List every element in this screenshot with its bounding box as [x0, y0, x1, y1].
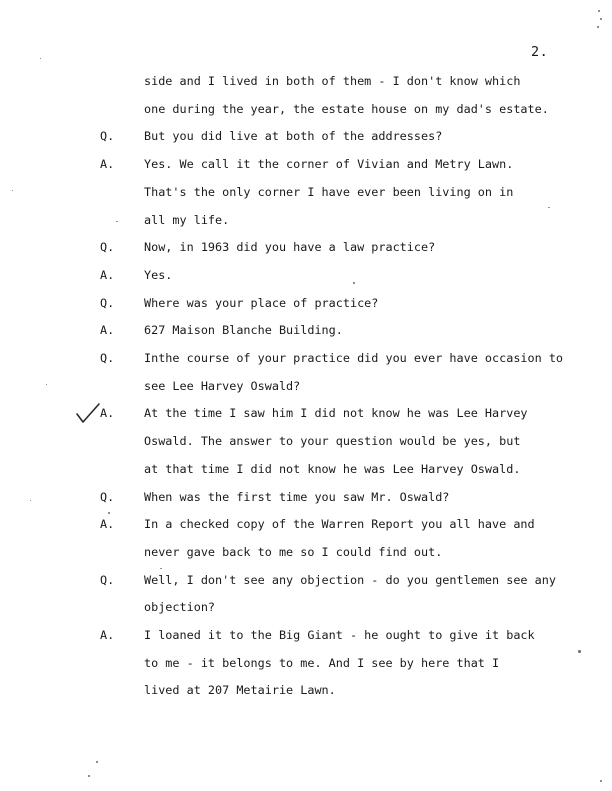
line-text: Yes. We call it the corner of Vivian and Metry Lawn.: [144, 157, 514, 172]
line-text: see Lee Harvey Oswald?: [144, 378, 301, 393]
line-text: Inthe course of your practice did you ever have occasion to: [144, 351, 564, 365]
line-text: When was the first time you saw Mr. Oswald?: [144, 489, 450, 504]
transcript-line: [0, 683, 612, 701]
transcript-line: [0, 240, 612, 258]
transcript-line: [0, 379, 612, 397]
transcript-line: [0, 434, 612, 452]
line-text: Where was your place of practice?: [144, 295, 379, 310]
transcript-line: [0, 351, 612, 369]
transcript-line: [0, 600, 612, 618]
transcript-line: [0, 462, 612, 480]
line-text: lived at 207 Metairie Lawn.: [144, 683, 336, 698]
line-text: never gave back to me so I could find out.: [144, 544, 443, 559]
line-text: 627 Maison Blanche Building.: [144, 323, 343, 338]
transcript-line: [0, 129, 612, 147]
line-text: I loaned it to the Big Giant - he ought to give it back: [144, 628, 535, 642]
transcript-line: [0, 296, 612, 314]
transcript-line: [0, 323, 612, 341]
line-text: Yes.: [144, 267, 173, 282]
transcript-line: [0, 490, 612, 508]
transcript-line: [0, 157, 612, 175]
speaker-label: A.: [100, 323, 115, 338]
line-text: Now, in 1963 did you have a law practice?: [144, 240, 436, 255]
page-number: 2.: [531, 44, 549, 60]
transcript-line: [0, 185, 612, 203]
transcript-line: [0, 268, 612, 286]
transcript-line: [0, 656, 612, 674]
line-text: to me - it belongs to me. And I see by here that I: [144, 655, 500, 670]
speaker-label: Q.: [100, 351, 115, 365]
line-text: Oswald. The answer to your question would be yes, but: [144, 434, 521, 449]
transcript-line: [0, 517, 612, 535]
line-text: objection?: [144, 600, 216, 615]
transcript-line: [0, 406, 612, 424]
speaker-label: Q.: [100, 295, 115, 310]
line-text: at that time I did not know he was Lee Harvey Oswald.: [144, 461, 521, 476]
speaker-label: A.: [100, 517, 115, 532]
line-text: But you did live at both of the addresses?: [144, 129, 443, 144]
speaker-label: A.: [100, 157, 115, 172]
line-text: side and I lived in both of them - I don't know which: [144, 74, 521, 88]
speaker-label: Q.: [100, 489, 115, 504]
transcript-line: [0, 74, 612, 92]
speaker-label: Q.: [100, 240, 115, 255]
line-text: one during the year, the estate house on my dad's estate.: [144, 101, 549, 116]
line-text: In a checked copy of the Warren Report you all have and: [144, 517, 535, 532]
line-text: Well, I don't see any objection - do you gentlemen see any: [144, 572, 556, 587]
transcript-line: [0, 628, 612, 646]
line-text: That's the only corner I have ever been living on in: [144, 184, 514, 199]
transcript-line: [0, 545, 612, 563]
speaker-label: Q.: [100, 129, 115, 144]
speaker-label: A.: [100, 267, 115, 282]
line-text: all my life.: [144, 212, 230, 227]
transcript-line: [0, 102, 612, 120]
speaker-label: A.: [100, 628, 115, 642]
transcript-line: [0, 213, 612, 231]
speaker-label: A.: [100, 406, 115, 421]
speaker-label: Q.: [100, 572, 115, 587]
line-text: At the time I saw him I did not know he was Lee Harvey: [144, 406, 528, 421]
transcript-line: [0, 573, 612, 591]
